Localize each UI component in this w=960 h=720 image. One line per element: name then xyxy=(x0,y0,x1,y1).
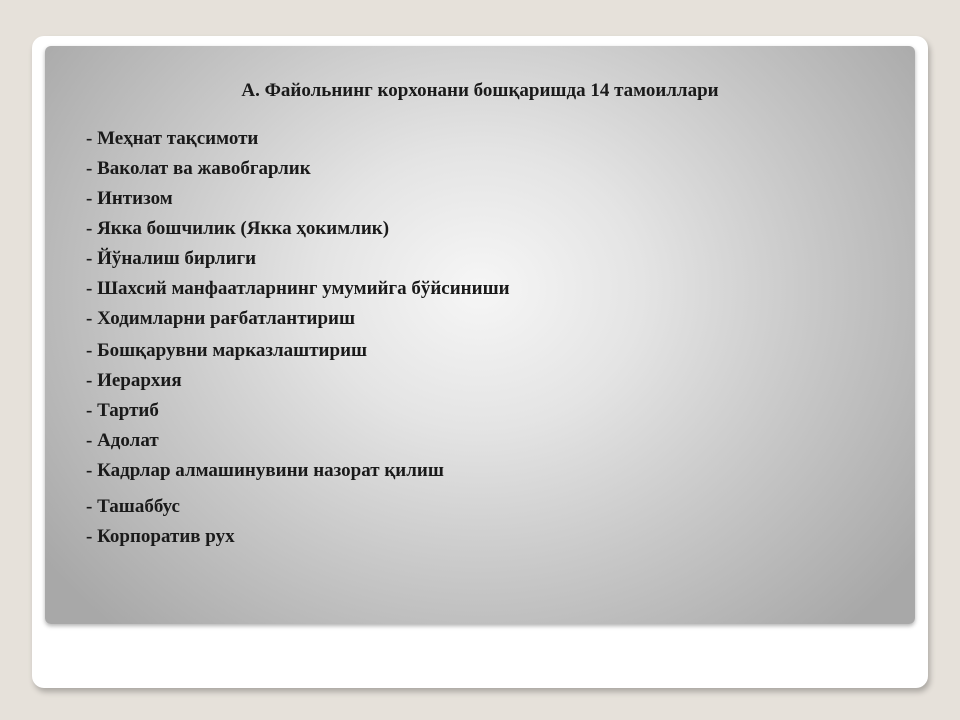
list-item: - Иерархия xyxy=(86,370,182,391)
list-item: - Меҳнат тақсимоти xyxy=(86,128,259,149)
list-item: - Корпоратив рух xyxy=(86,526,235,547)
list-item: - Ваколат ва жавобгарлик xyxy=(86,158,311,179)
slide-title: А. Файольнинг корхонани бошқаришда 14 тамоиллари xyxy=(241,80,719,101)
list-item: - Адолат xyxy=(86,430,159,451)
list-item: - Кадрлар алмашинувини назорат қилиш xyxy=(86,460,444,481)
list-item: - Бошқарувни марказлаштириш xyxy=(86,340,368,361)
list-item: - Ташаббус xyxy=(86,496,180,517)
list-item: - Шахсий манфаатларнинг умумийга бўйсиниши xyxy=(86,278,510,299)
list-item: - Интизом xyxy=(86,188,173,209)
list-item: - Ходимларни рағбатлантириш xyxy=(86,308,356,329)
list-item: - Тартиб xyxy=(86,400,159,421)
list-item: - Йўналиш бирлиги xyxy=(86,248,257,269)
list-item: - Якка бошчилик (Якка ҳокимлик) xyxy=(86,218,390,239)
